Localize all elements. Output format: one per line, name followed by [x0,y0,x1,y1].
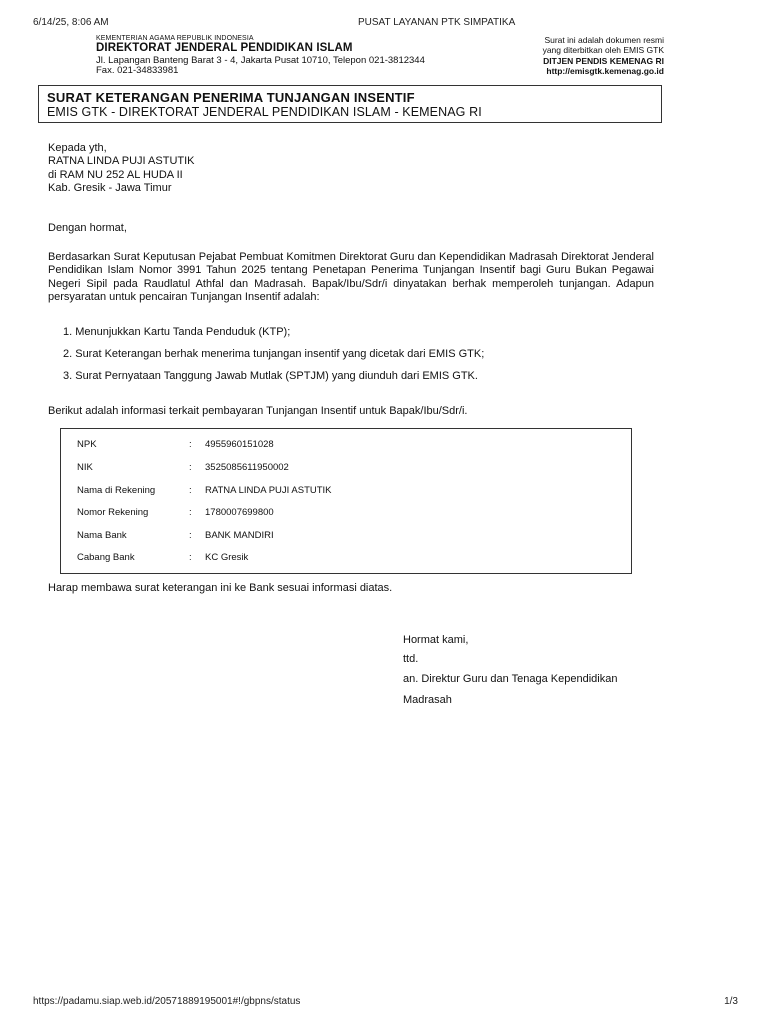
info-colon: : [189,507,192,518]
print-page-title: PUSAT LAYANAN PTK SIMPATIKA [358,17,516,28]
print-datetime: 6/14/25, 8:06 AM [33,17,109,28]
directorate-fax: Fax. 021-34833981 [96,65,179,76]
info-value: 3525085611950002 [205,462,289,473]
info-value: KC Gresik [205,552,249,563]
info-label: Nama Bank [77,530,127,541]
signature-unit: Madrasah [403,694,452,706]
directorate-address: Jl. Lapangan Banteng Barat 3 - 4, Jakarta Pusat 10710, Telepon 021-3812344 [96,55,425,66]
directorate-name: DIREKTORAT JENDERAL PENDIDIKAN ISLAM [96,42,353,54]
closing-note: Harap membawa surat keterangan ini ke Bank sesuai informasi diatas. [48,582,393,594]
recipient-greeting: Kepada yth, [48,142,107,154]
recipient-region: Kab. Gresik - Jawa Timur [48,181,172,194]
official-note-url: http://emisgtk.kemenag.go.id [546,66,664,76]
signature-on-behalf: an. Direktur Guru dan Tenaga Kependidikan [403,673,618,685]
official-note-line2: yang diterbitkan oleh EMIS GTK [542,45,664,55]
info-intro: Berikut adalah informasi terkait pembayaran Tunjangan Insentif untuk Bapak/Ibu/Sdr/i. [48,405,468,417]
info-colon: : [189,439,192,450]
info-value: 4955960151028 [205,439,274,450]
payment-info-box [60,428,632,574]
info-label: Nama di Rekening [77,485,156,496]
info-colon: : [189,485,192,496]
print-footer-url[interactable]: https://padamu.siap.web.id/20571889195001#!/gbpns/status [33,996,301,1007]
recipient-block [48,142,195,195]
official-note-line1: Surat ini adalah dokumen resmi [544,35,664,45]
recipient-institution: di RAM NU 252 AL HUDA II [48,168,183,181]
requirement-item: 3. Surat Pernyataan Tanggung Jawab Mutlak (SPTJM) yang diunduh dari EMIS GTK. [63,370,478,382]
title-box [38,85,662,123]
info-value: RATNA LINDA PUJI ASTUTIK [205,485,332,496]
info-label: NPK [77,439,97,450]
recipient-name: RATNA LINDA PUJI ASTUTIK [48,155,195,168]
info-value: 1780007699800 [205,507,274,518]
salutation: Dengan hormat, [48,222,127,234]
signature-regards: Hormat kami, [403,634,469,646]
requirement-item: 1. Menunjukkan Kartu Tanda Penduduk (KTP); [63,326,291,338]
signature-ttd: ttd. [403,653,419,665]
info-label: Nomor Rekening [77,507,149,518]
info-colon: : [189,462,192,473]
ministry-name: KEMENTERIAN AGAMA REPUBLIK INDONESIA [96,35,254,42]
info-colon: : [189,552,192,563]
document-subtitle: EMIS GTK - DIREKTORAT JENDERAL PENDIDIKAN ISLAM - KEMENAG RI [47,105,482,119]
print-page-number: 1/3 [724,996,738,1007]
info-value: BANK MANDIRI [205,530,274,541]
info-label: NIK [77,462,93,473]
requirement-item: 2. Surat Keterangan berhak menerima tunjangan insentif yang dicetak dari EMIS GTK; [63,348,485,360]
info-label: Cabang Bank [77,552,135,563]
main-paragraph: Berdasarkan Surat Keputusan Pejabat Pembuat Komitmen Direktorat Guru dan Kependidikan Madrasah Direktorat Jenderal Pendidikan Islam Nomor 3991 Tahun 2025 tentang Penetapan Penerima Tunjangan Insentif bagi Guru Bukan Pegawai Negeri Sipil pada Raudlatul Athfal dan Madrasah. Bapak/Ibu/Sdr/i dinyatakan berhak memperoleh tunjangan. Adapun persyaratan untuk pencairan Tunjangan Insentif adalah: [48,251,654,304]
document-title: SURAT KETERANGAN PENERIMA TUNJANGAN INSENTIF [47,90,415,105]
official-note-issuer: DITJEN PENDIS KEMENAG RI [543,56,664,66]
info-colon: : [189,530,192,541]
